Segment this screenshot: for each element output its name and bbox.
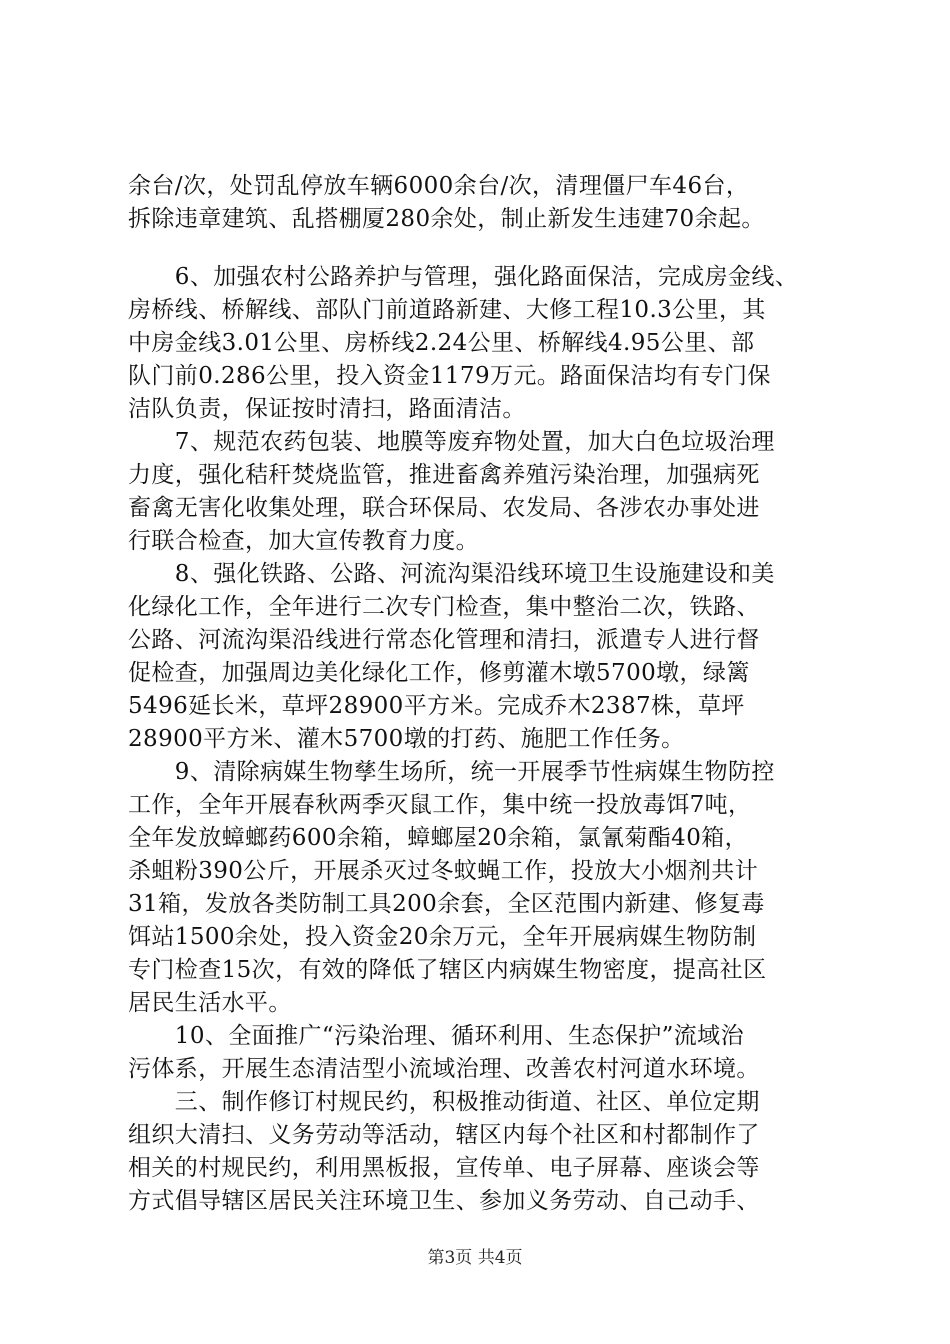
paragraph-gap (128, 236, 834, 261)
text-line: 力度，强化秸秆焚烧监管，推进畜禽养殖污染治理，加强病死 (128, 462, 760, 488)
page-footer: 第3页 共4页 (427, 1248, 523, 1268)
text-line: 促检查，加强周边美化绿化工作，修剪灌木墩5700墩，绿篱 (128, 660, 750, 686)
text-line: 相关的村规民约，利用黑板报，宣传单、电子屏幕、座谈会等 (128, 1155, 760, 1181)
text-line: 中房金线3.01公里、房桥线2.24公里、桥解线4.95公里、部 (128, 330, 755, 356)
text-line: 专门检查15次，有效的降低了辖区内病媒生物密度，提高社区 (128, 957, 767, 983)
text-line: 拆除违章建筑、乱搭棚厦280余处，制止新发生违建70余起。 (128, 206, 765, 232)
text-line: 余台/次，处罚乱停放车辆6000余台/次，清理僵尸车46台， (128, 173, 750, 199)
text-line: 公路、河流沟渠沿线进行常态化管理和清扫，派遣专人进行督 (128, 627, 760, 653)
text-line: 房桥线、桥解线、部队门前道路新建、大修工程10.3公里，其 (128, 297, 766, 323)
text-line: 行联合检查，加大宣传教育力度。 (128, 528, 479, 554)
text-line: 杀蛆粉390公斤，开展杀灭过冬蚊蝇工作，投放大小烟剂共计 (128, 858, 759, 884)
text-line: 队门前0.286公里，投入资金1179万元。路面保洁均有专门保 (128, 363, 771, 389)
text-line: 5496延长米，草坪28900平方米。完成乔木2387株，草坪 (128, 693, 745, 719)
text-line: 6、加强农村公路养护与管理，强化路面保洁，完成房金线、 (128, 264, 799, 290)
text-line: 饵站1500余处，投入资金20余万元，全年开展病媒生物防制 (128, 924, 757, 950)
text-line: 全年发放蟑螂药600余箱，蟑螂屋20余箱，氯氰菊酯40箱， (128, 825, 749, 851)
text-line: 方式倡导辖区居民关注环境卫生、参加义务劳动、自己动手、 (128, 1188, 760, 1214)
text-line: 7、规范农药包装、地膜等废弃物处置，加大白色垃圾治理 (128, 429, 775, 455)
text-line: 31箱，发放各类防制工具200余套，全区范围内新建、修复毒 (128, 891, 765, 917)
text-line: 三、制作修订村规民约，积极推动街道、社区、单位定期 (128, 1089, 760, 1115)
text-line: 10、全面推广“污染治理、循环利用、生态保护”流域治 (128, 1023, 744, 1049)
text-line: 28900平方米、灌木5700墩的打药、施肥工作任务。 (128, 726, 685, 752)
text-line: 8、强化铁路、公路、河流沟渠沿线环境卫生设施建设和美 (128, 561, 775, 587)
text-line: 洁队负责，保证按时清扫，路面清洁。 (128, 396, 526, 422)
text-line: 化绿化工作，全年进行二次专门检查，集中整治二次，铁路、 (128, 594, 760, 620)
text-line: 污体系，开展生态清洁型小流域治理、改善农村河道水环境。 (128, 1056, 760, 1082)
text-line: 居民生活水平。 (128, 990, 292, 1016)
text-line: 组织大清扫、义务劳动等活动，辖区内每个社区和村都制作了 (128, 1122, 760, 1148)
body-text (128, 170, 834, 1218)
text-line: 9、清除病媒生物孳生场所，统一开展季节性病媒生物防控 (128, 759, 775, 785)
text-line: 畜禽无害化收集处理，联合环保局、农发局、各涉农办事处进 (128, 495, 760, 521)
text-line: 工作，全年开展春秋两季灭鼠工作，集中统一投放毒饵7吨， (128, 792, 752, 818)
